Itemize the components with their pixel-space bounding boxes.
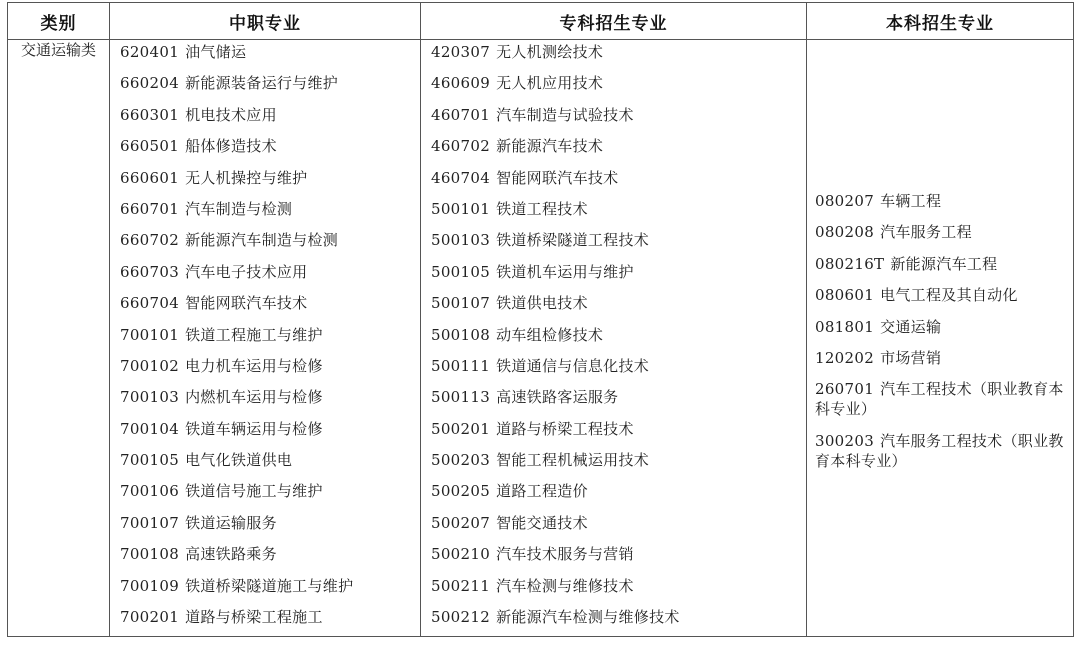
major-name: 新能源汽车检测与维修技术 xyxy=(496,608,680,627)
secondary-major-item xyxy=(110,323,420,354)
bachelor-majors-cell xyxy=(807,40,1074,637)
major-name: 高速铁路客运服务 xyxy=(496,388,619,407)
specialist-major-item xyxy=(421,291,806,322)
major-name: 汽车电子技术应用 xyxy=(185,262,308,281)
header-row xyxy=(8,3,1074,40)
major-code: 660703 xyxy=(120,262,180,281)
major-name: 无人机应用技术 xyxy=(496,74,604,93)
major-code: 660702 xyxy=(120,231,180,250)
bachelor-major-item xyxy=(807,429,1073,481)
major-code: 700104 xyxy=(120,419,180,438)
specialist-major-item xyxy=(421,323,806,354)
major-name: 汽车服务工程 xyxy=(880,223,972,242)
bachelor-major-item xyxy=(807,220,1073,251)
secondary-major-item xyxy=(110,291,420,322)
major-name: 铁道工程施工与维护 xyxy=(185,325,323,344)
major-name: 铁道机车运用与维护 xyxy=(496,262,634,281)
major-code: 500107 xyxy=(431,294,491,313)
major-name: 智能工程机械运用技术 xyxy=(496,451,650,470)
major-code: 080207 xyxy=(815,192,875,210)
major-name: 汽车技术服务与营销 xyxy=(496,545,634,564)
major-code: 660204 xyxy=(120,74,180,93)
major-code: 500201 xyxy=(431,419,491,438)
table-row xyxy=(8,40,1074,637)
specialist-major-item xyxy=(421,448,806,479)
major-code: 660501 xyxy=(120,137,180,156)
major-name: 新能源汽车制造与检测 xyxy=(185,231,339,250)
specialist-major-item xyxy=(421,103,806,134)
major-name: 道路与桥梁工程技术 xyxy=(496,419,634,438)
major-name: 机电技术应用 xyxy=(185,105,277,124)
major-code: 700102 xyxy=(120,356,180,375)
specialist-major-item xyxy=(421,228,806,259)
major-name: 无人机操控与维护 xyxy=(185,168,308,187)
major-code: 700106 xyxy=(120,482,180,501)
specialist-majors-cell xyxy=(421,40,807,637)
specialist-major-item xyxy=(421,354,806,385)
major-code: 080208 xyxy=(815,223,875,242)
secondary-major-item xyxy=(110,166,420,197)
major-code: 500212 xyxy=(431,608,491,627)
major-code: 700201 xyxy=(120,608,180,627)
major-name: 道路与桥梁工程施工 xyxy=(185,608,323,627)
bachelor-major-item xyxy=(807,283,1073,314)
major-name: 铁道工程技术 xyxy=(496,199,588,218)
major-name: 高速铁路乘务 xyxy=(185,545,277,564)
header-specialist-majors: 专科招生专业 xyxy=(421,3,807,40)
specialist-major-item xyxy=(421,605,806,636)
secondary-major-item xyxy=(110,354,420,385)
major-code: 500203 xyxy=(431,451,491,470)
major-name: 铁道桥梁隧道施工与维护 xyxy=(185,576,354,595)
major-code: 700105 xyxy=(120,451,180,470)
major-code: 500101 xyxy=(431,199,491,218)
major-name: 新能源装备运行与维护 xyxy=(185,74,339,93)
major-code: 080601 xyxy=(815,286,875,305)
major-code: 620401 xyxy=(120,43,180,61)
major-name: 汽车服务工程技术（职业教育本科专业） xyxy=(815,432,1064,471)
major-name: 智能网联汽车技术 xyxy=(496,168,619,187)
major-code: 660601 xyxy=(120,168,180,187)
specialist-major-item xyxy=(421,40,806,71)
specialist-major-item xyxy=(421,417,806,448)
specialist-major-item xyxy=(421,71,806,102)
secondary-major-item xyxy=(110,605,420,636)
major-name: 汽车检测与维修技术 xyxy=(496,576,634,595)
majors-table xyxy=(7,2,1074,637)
specialist-major-item xyxy=(421,479,806,510)
secondary-majors-cell xyxy=(110,40,421,637)
secondary-major-item xyxy=(110,448,420,479)
secondary-majors-list xyxy=(110,40,420,636)
major-code: 260701 xyxy=(815,380,875,399)
specialist-major-item xyxy=(421,260,806,291)
major-code: 700109 xyxy=(120,576,180,595)
major-name: 电气工程及其自动化 xyxy=(880,286,1018,305)
secondary-major-item xyxy=(110,40,420,71)
secondary-major-item xyxy=(110,479,420,510)
major-name: 铁道运输服务 xyxy=(185,513,277,532)
specialist-major-item xyxy=(421,574,806,605)
major-name: 新能源汽车工程 xyxy=(890,254,998,273)
major-name: 汽车制造与检测 xyxy=(185,199,293,218)
major-code: 120202 xyxy=(815,348,875,367)
major-code: 460701 xyxy=(431,105,491,124)
specialist-major-item xyxy=(421,197,806,228)
major-code: 500108 xyxy=(431,325,491,344)
specialist-major-item xyxy=(421,134,806,165)
major-code: 700107 xyxy=(120,513,180,532)
major-code: 660301 xyxy=(120,105,180,124)
major-name: 智能网联汽车技术 xyxy=(185,294,308,313)
major-code: 500111 xyxy=(431,356,491,375)
secondary-major-item xyxy=(110,542,420,573)
major-code: 700103 xyxy=(120,388,180,407)
major-name: 交通运输 xyxy=(880,317,942,336)
major-name: 汽车制造与试验技术 xyxy=(496,105,634,124)
specialist-major-item xyxy=(421,385,806,416)
major-name: 铁道信号施工与维护 xyxy=(185,482,323,501)
major-name: 电气化铁道供电 xyxy=(185,451,293,470)
major-name: 无人机测绘技术 xyxy=(496,43,604,61)
major-name: 电力机车运用与检修 xyxy=(185,356,323,375)
secondary-major-item xyxy=(110,511,420,542)
major-name: 车辆工程 xyxy=(880,192,942,210)
major-name: 市场营销 xyxy=(880,348,942,367)
major-code: 660704 xyxy=(120,294,180,313)
major-code: 700101 xyxy=(120,325,180,344)
header-category: 类别 xyxy=(8,3,110,40)
bachelor-major-item xyxy=(807,252,1073,283)
major-name: 铁道供电技术 xyxy=(496,294,588,313)
major-name: 油气储运 xyxy=(185,43,247,61)
bachelor-majors-list xyxy=(807,40,1073,481)
major-name: 道路工程造价 xyxy=(496,482,588,501)
major-code: 081801 xyxy=(815,317,875,336)
major-name: 动车组检修技术 xyxy=(496,325,604,344)
bachelor-major-item xyxy=(807,377,1073,429)
major-name: 铁道桥梁隧道工程技术 xyxy=(496,231,650,250)
secondary-major-item xyxy=(110,134,420,165)
bachelor-major-item xyxy=(807,315,1073,346)
major-code: 460704 xyxy=(431,168,491,187)
category-cell xyxy=(8,40,110,637)
secondary-major-item xyxy=(110,574,420,605)
major-name: 新能源汽车技术 xyxy=(496,137,604,156)
major-code: 460702 xyxy=(431,137,491,156)
major-code: 460609 xyxy=(431,74,491,93)
specialist-major-item xyxy=(421,542,806,573)
specialist-major-item xyxy=(421,511,806,542)
bachelor-major-item xyxy=(807,189,1073,220)
major-code: 660701 xyxy=(120,199,180,218)
secondary-major-item xyxy=(110,417,420,448)
secondary-major-item xyxy=(110,71,420,102)
major-code: 500211 xyxy=(431,576,491,595)
major-name: 汽车工程技术（职业教育本科专业） xyxy=(815,380,1064,419)
header-bachelor-majors: 本科招生专业 xyxy=(807,3,1074,40)
secondary-major-item xyxy=(110,260,420,291)
major-name: 智能交通技术 xyxy=(496,513,588,532)
major-code: 700108 xyxy=(120,545,180,564)
category-label: 交通运输类 xyxy=(20,41,96,59)
secondary-major-item xyxy=(110,385,420,416)
specialist-major-item xyxy=(421,166,806,197)
major-code: 500205 xyxy=(431,482,491,501)
major-code: 500113 xyxy=(431,388,491,407)
major-code: 420307 xyxy=(431,43,491,61)
major-code: 500105 xyxy=(431,262,491,281)
header-secondary-majors: 中职专业 xyxy=(110,3,421,40)
secondary-major-item xyxy=(110,103,420,134)
major-name: 铁道车辆运用与检修 xyxy=(185,419,323,438)
major-code: 300203 xyxy=(815,432,875,451)
major-code: 500103 xyxy=(431,231,491,250)
major-name: 船体修造技术 xyxy=(185,137,277,156)
major-code: 500207 xyxy=(431,513,491,532)
major-name: 铁道通信与信息化技术 xyxy=(496,356,650,375)
major-name: 内燃机车运用与检修 xyxy=(185,388,323,407)
specialist-majors-list xyxy=(421,40,806,636)
bachelor-major-item xyxy=(807,346,1073,377)
secondary-major-item xyxy=(110,228,420,259)
major-code: 500210 xyxy=(431,545,491,564)
secondary-major-item xyxy=(110,197,420,228)
major-code: 080216T xyxy=(815,254,885,273)
